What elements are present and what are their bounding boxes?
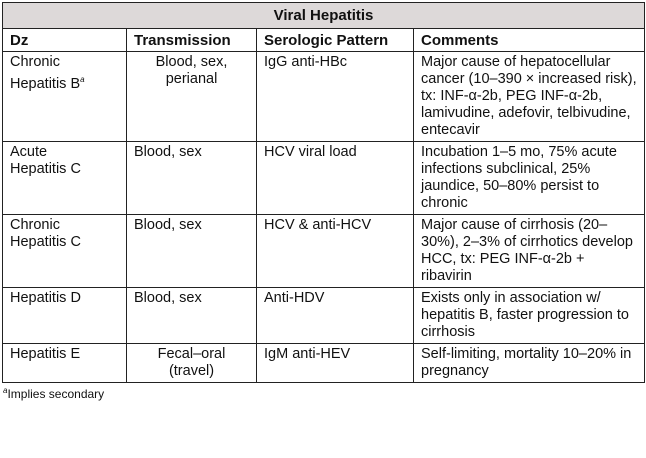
transmission-line: Blood, sex,: [155, 54, 228, 70]
dz-line: Chronic: [10, 217, 60, 233]
footnote-marker: a: [3, 386, 8, 395]
dz-line: Hepatitis E: [10, 346, 81, 362]
cell-comments: Incubation 1–5 mo, 75% acute infections subclinical, 25% jaundice, 50–80% persist to chronic: [414, 142, 645, 215]
table-row: [3, 142, 645, 215]
cell-dz: [3, 344, 127, 383]
cell-transmission: [127, 215, 257, 288]
cell-dz: [3, 215, 127, 288]
dz-line: [10, 71, 119, 93]
cell-transmission: [127, 142, 257, 215]
footnote-marker: a: [80, 75, 85, 84]
viral-hepatitis-table-container: [2, 2, 644, 401]
dz-line: Hepatitis D: [10, 290, 81, 306]
cell-dz: [3, 52, 127, 142]
cell-comments: Major cause of cirrhosis (20–30%), 2–3% of cirrhotics develop HCC, tx: PEG INF-α-2b + ribavirin: [414, 215, 645, 288]
transmission-line: (travel): [168, 363, 215, 379]
dz-line-text: Hepatitis B: [10, 75, 81, 92]
table-row: [3, 288, 645, 344]
cell-serology: HCV viral load: [257, 142, 414, 215]
table-row: [3, 52, 645, 142]
viral-hepatitis-table: [2, 2, 645, 383]
header-serologic-pattern: Serologic Pattern: [257, 29, 414, 52]
transmission-line: perianal: [165, 71, 218, 87]
table-title: Viral Hepatitis: [3, 3, 645, 29]
cell-serology: Anti-HDV: [257, 288, 414, 344]
cell-serology: IgG anti-HBc: [257, 52, 414, 142]
footnote-text: Implies secondary: [7, 387, 105, 401]
cell-dz: [3, 142, 127, 215]
cell-serology: IgM anti-HEV: [257, 344, 414, 383]
footnote: [2, 386, 644, 401]
dz-line: Hepatitis C: [10, 234, 81, 250]
header-comments: Comments: [414, 29, 645, 52]
cell-transmission: [127, 344, 257, 383]
table-row: [3, 215, 645, 288]
transmission-line: Blood, sex: [134, 290, 202, 306]
header-transmission: Transmission: [127, 29, 257, 52]
dz-line: Chronic: [10, 54, 60, 70]
transmission-line: Blood, sex: [134, 144, 202, 160]
cell-transmission: [127, 52, 257, 142]
cell-dz: [3, 288, 127, 344]
table-row: [3, 344, 645, 383]
cell-comments: Self-limiting, mortality 10–20% in pregnancy: [414, 344, 645, 383]
dz-line: Hepatitis C: [10, 161, 81, 177]
transmission-line: Blood, sex: [134, 217, 202, 233]
transmission-line: Fecal–oral: [157, 346, 226, 362]
cell-transmission: [127, 288, 257, 344]
cell-comments: Exists only in association w/ hepatitis B, faster progression to cirrhosis: [414, 288, 645, 344]
dz-line: Acute: [10, 144, 48, 160]
cell-serology: HCV & anti-HCV: [257, 215, 414, 288]
header-dz: Dz: [3, 29, 127, 52]
cell-comments: Major cause of hepatocellular cancer (10–390 × increased risk), tx: INF-α-2b, PEG INF-α-2b, lamivudine, adefovir, telbivudine, entecavir: [414, 52, 645, 142]
